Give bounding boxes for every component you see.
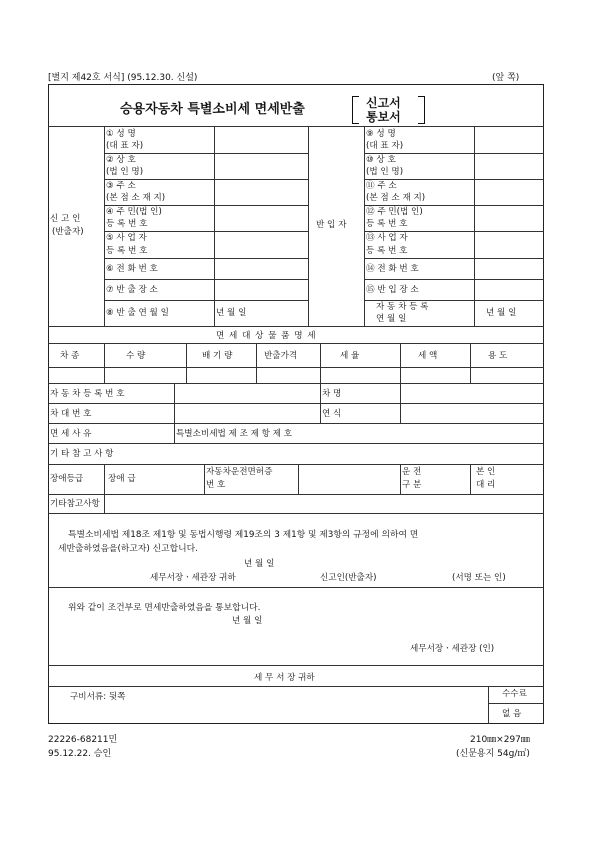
- rule: [364, 205, 544, 206]
- driver-type-label: 운 전: [402, 467, 422, 477]
- field-4-label: ④ 주 민(법 인): [106, 207, 162, 217]
- chassis-no-label: 차 대 번 호: [50, 409, 92, 419]
- field-13-sub: 등 록 번 호: [366, 246, 408, 256]
- rule: [104, 231, 308, 232]
- field-15-label: ⑮ 반 입 장 소: [366, 285, 419, 295]
- rule: [48, 383, 544, 384]
- rule: [104, 205, 308, 206]
- notice-date: 년 월 일: [232, 616, 263, 626]
- field-8-value: 년 월 일: [216, 308, 247, 318]
- rule: [48, 403, 544, 404]
- goods-col-rate: 세 율: [340, 351, 360, 361]
- rule: [298, 464, 299, 494]
- form-title: 승용자동차 특별소비세 면세반출: [120, 102, 305, 117]
- field-11-sub: (본 점 소 재 지): [366, 193, 426, 203]
- rule: [400, 343, 401, 383]
- driver-self-label: 본 인: [476, 467, 496, 477]
- field-11-label: ⑪ 주 소: [366, 181, 397, 191]
- field-14-label: ⑭ 전 화 번 호: [366, 264, 419, 274]
- goods-col-price: 반출가격: [264, 351, 298, 361]
- field-8-label: ⑧ 반 출 연 월 일: [106, 308, 169, 318]
- rule: [364, 126, 365, 326]
- goods-col-use: 용 도: [488, 351, 508, 361]
- rule: [186, 343, 187, 383]
- rule: [48, 587, 544, 588]
- rule: [256, 343, 257, 383]
- rule: [104, 494, 105, 513]
- rule: [364, 231, 544, 232]
- declarant-group-sub: (반출자): [52, 227, 84, 237]
- declaration-line-2: 세반출하였음을(하고자) 신고합니다.: [58, 544, 198, 554]
- rule: [48, 686, 544, 687]
- rule: [214, 126, 215, 326]
- rule: [204, 464, 205, 494]
- license-no-label: 자동차운전면허증: [206, 467, 273, 477]
- rule: [174, 423, 175, 443]
- field-10-label: ⑩ 상 호: [366, 155, 396, 165]
- rule: [488, 703, 544, 704]
- rule: [104, 343, 105, 383]
- notice-chief: 세무서장ㆍ세관장 (인): [410, 644, 495, 654]
- left-bracket: [352, 96, 359, 124]
- rule: [470, 464, 471, 494]
- notice-line-1: 위와 같이 조건부로 면세반출하였음을 통보합니다.: [68, 603, 261, 613]
- signature-label: (서명 또는 인): [452, 573, 506, 583]
- rule: [48, 665, 544, 666]
- exemption-reason-value: 특별소비세법 제 조 제 항 제 호: [176, 429, 293, 439]
- field-7-label: ⑦ 반 출 장 소: [106, 285, 158, 295]
- rule: [474, 126, 475, 326]
- rule: [104, 179, 308, 180]
- receiver-group-label: 반 입 자: [316, 220, 347, 230]
- field-10-sub: (법 인 명): [366, 167, 404, 177]
- field-1-sub: (대 표 자): [106, 141, 144, 151]
- rule: [400, 464, 401, 494]
- rule: [364, 300, 544, 301]
- required-documents: 구비서류: 뒷쪽: [70, 692, 126, 702]
- form-code: 22226-68211민: [48, 735, 118, 745]
- field-5-sub: 등 록 번 호: [106, 246, 148, 256]
- rule: [48, 326, 544, 327]
- rule: [470, 343, 471, 383]
- declaration-recipient: 세무서장ㆍ세관장 귀하: [150, 573, 236, 583]
- rule: [48, 423, 544, 424]
- declaration-date: 년 월 일: [244, 559, 275, 569]
- field-12-sub: 등 록 번 호: [366, 219, 408, 229]
- fee-value: 없 음: [502, 709, 522, 719]
- disability-class-label: 장애 급: [108, 474, 136, 484]
- license-no-sub: 번 호: [206, 480, 226, 490]
- rule: [48, 513, 544, 514]
- rule: [320, 343, 321, 383]
- paper-type: (신문용지 54g/㎡): [456, 749, 530, 759]
- field-2-sub: (법 인 명): [106, 167, 144, 177]
- rule: [364, 279, 544, 280]
- notice-recipient: 세 무 서 장 귀하: [254, 673, 315, 683]
- fee-label: 수수료: [502, 689, 527, 699]
- field-13-label: ⑬ 사 업 자: [366, 233, 408, 243]
- model-year-label: 연 식: [322, 409, 342, 419]
- rule: [104, 153, 308, 154]
- declarant-label: 신고인(반출자): [320, 573, 377, 583]
- disability-grade-label: 장애등급: [50, 474, 84, 484]
- field-12-label: ⑫ 주 민(법 인): [366, 207, 423, 217]
- declarant-group-label: 신 고 인: [50, 214, 81, 224]
- title-option-notice: 통보서: [366, 110, 401, 124]
- exemption-reason-label: 면 세 사 유: [50, 429, 92, 439]
- rule: [308, 126, 309, 326]
- page-side-label: (앞 쪽): [492, 73, 520, 83]
- title-option-report: 신고서: [366, 96, 401, 110]
- field-4-sub: 등 록 번 호: [106, 219, 148, 229]
- right-bracket: [418, 96, 425, 124]
- rule: [364, 153, 544, 154]
- rule: [364, 179, 544, 180]
- vehicle-reg-no-label: 자 동 차 등 록 번 호: [50, 389, 125, 399]
- rule: [48, 126, 544, 127]
- form-frame: [48, 84, 544, 724]
- other-notes-label: 기 타 참 고 사 항: [50, 449, 114, 459]
- rule: [104, 300, 308, 301]
- registration-date-label: 자 동 차 등 록: [376, 302, 429, 312]
- other-reference-label: 기타참고사항: [50, 499, 100, 509]
- rule: [104, 258, 308, 259]
- rule: [104, 126, 105, 326]
- field-3-label: ③ 주 소: [106, 181, 136, 191]
- driver-proxy-label: 대 리: [476, 480, 496, 490]
- field-6-label: ⑥ 전 화 번 호: [106, 264, 158, 274]
- approval-date: 95.12.22. 승인: [48, 749, 112, 759]
- form-number: [별지 제42호 서식] (95.12.30. 신설): [48, 73, 198, 83]
- registration-date-value: 년 월 일: [486, 308, 517, 318]
- field-9-sub: (대 표 자): [366, 141, 404, 151]
- rule: [104, 279, 308, 280]
- declaration-line-1: 특별소비세법 제18조 제1항 및 동법시행령 제19조의 3 제1항 및 제3항의 규정에 의하여 면: [68, 530, 419, 540]
- field-3-sub: (본 점 소 재 지): [106, 193, 166, 203]
- field-2-label: ② 상 호: [106, 155, 136, 165]
- registration-date-sub: 연 월 일: [376, 314, 407, 324]
- goods-col-type: 차 종: [60, 351, 80, 361]
- rule: [104, 464, 105, 494]
- field-5-label: ⑤ 사 업 자: [106, 233, 147, 243]
- rule: [48, 494, 544, 495]
- goods-section-title: 면 세 대 상 물 품 명 세: [216, 331, 317, 341]
- rule: [488, 686, 489, 724]
- goods-col-displacement: 배 기 량: [202, 351, 233, 361]
- rule: [48, 367, 544, 368]
- rule: [364, 258, 544, 259]
- field-1-label: ① 성 명: [106, 129, 136, 139]
- goods-col-quantity: 수 량: [126, 351, 146, 361]
- driver-type-sub: 구 분: [402, 480, 422, 490]
- field-9-label: ⑨ 성 명: [366, 129, 396, 139]
- goods-col-tax: 세 액: [418, 351, 438, 361]
- paper-size: 210㎜×297㎜: [470, 735, 530, 745]
- vehicle-name-label: 차 명: [322, 389, 342, 399]
- rule: [48, 443, 544, 444]
